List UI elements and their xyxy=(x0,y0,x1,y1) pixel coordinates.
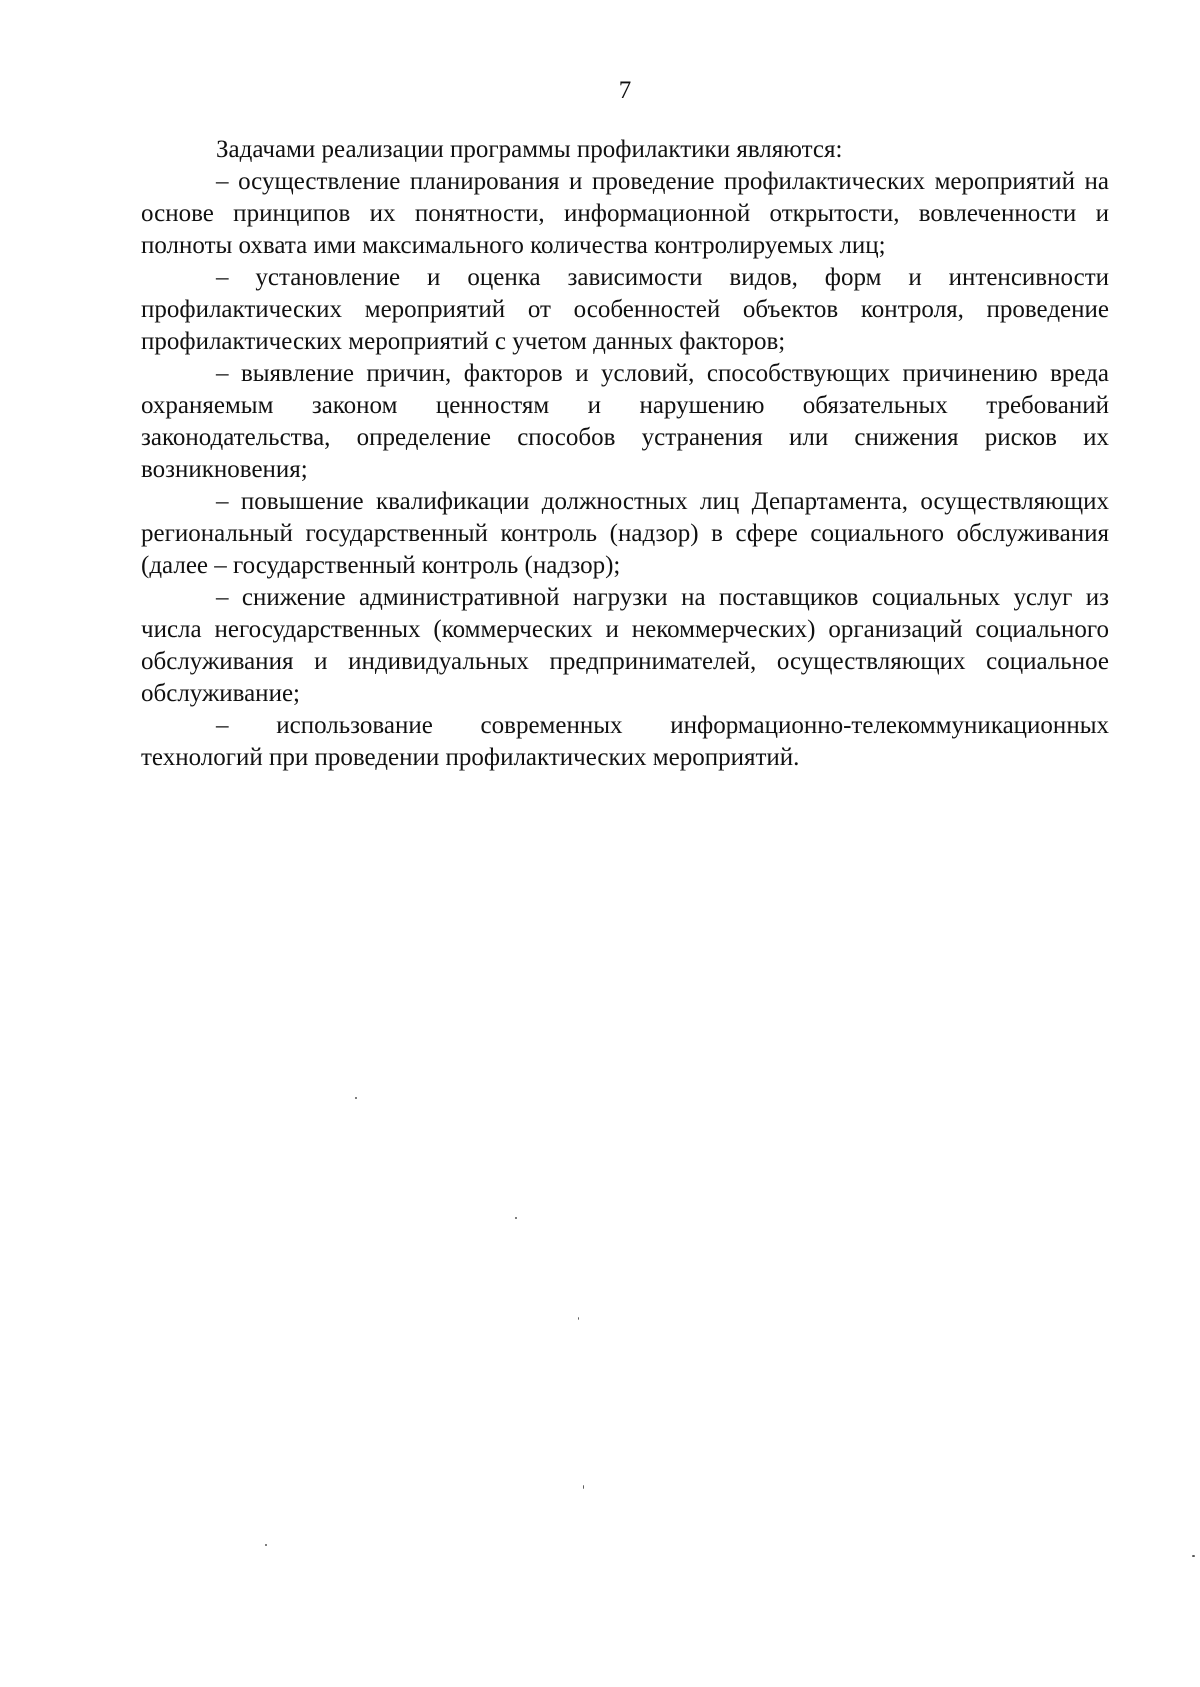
task-item-6: – использование современных информационно-телекоммуникационных технологий при проведении профилактических мероприятий. xyxy=(141,712,1109,771)
intro-paragraph: Задачами реализации программы профилактики являются: xyxy=(216,136,843,163)
scan-speck xyxy=(355,1097,357,1099)
page-number: 7 xyxy=(618,77,632,104)
task-item-3: – выявление причин, факторов и условий, способствующих причинению вреда охраняемым законом ценностям и нарушению обязательных требований законодательства, определение способов устранения или снижения рисков их возникновения; xyxy=(141,360,1109,483)
scan-speck xyxy=(1192,1555,1195,1557)
task-item-2: – установление и оценка зависимости видов, форм и интенсивности профилактических мероприятий от особенностей объектов контроля, проведение профилактических мероприятий с учетом данных факторов; xyxy=(141,264,1109,355)
task-item-5: – снижение административной нагрузки на поставщиков социальных услуг из числа негосударственных (коммерческих и некоммерческих) организаций социального обслуживания и индивидуальных предпринимателей, осуществляющих социальное обслуживание; xyxy=(141,584,1109,707)
scan-speck xyxy=(515,1217,517,1219)
task-item-4: – повышение квалификации должностных лиц Департамента, осуществляющих региональный государственный контроль (надзор) в сфере социального обслуживания (далее – государственный контроль (надзор); xyxy=(141,488,1109,579)
scan-speck xyxy=(265,1544,267,1546)
scan-speck xyxy=(583,1485,584,1489)
document-body xyxy=(141,134,1109,774)
scan-speck xyxy=(578,1317,579,1320)
task-item-1: – осуществление планирования и проведение профилактических мероприятий на основе принципов их понятности, информационной открытости, вовлеченности и полноты охвата ими максимального количества контролируемых лиц; xyxy=(141,168,1109,259)
